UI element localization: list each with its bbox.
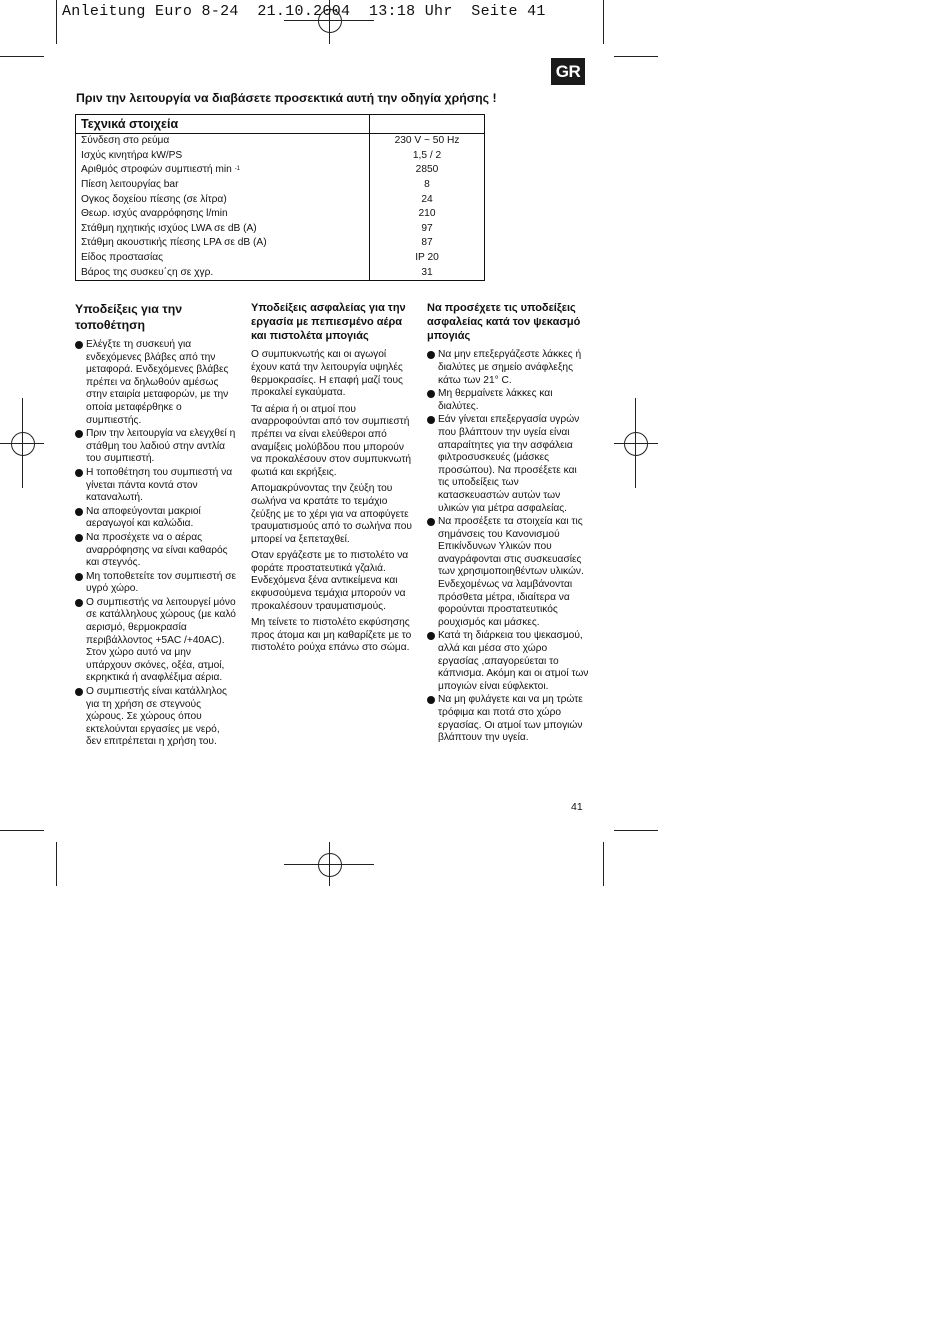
tech-specs-table [75, 114, 485, 281]
spray-painting-list [427, 349, 589, 744]
print-header: Anleitung Euro 8-24 21.10.2004 13:18 Uhr Seite 41 [62, 3, 546, 20]
spec-label: Βάρος της συσκευ΄ςη σε χγρ. [76, 265, 370, 280]
spec-value: 97 [370, 222, 485, 237]
bullet-icon [75, 688, 83, 696]
table-row [76, 149, 485, 164]
list-item: Να προσέχετε να ο αέρας αναρρόφησης να είναι καθαρός και στεγνός. [75, 532, 237, 570]
list-item: Να μην επεξεργάζεστε λάκκες ή διαλύτες με σημείο ανάφλεξης κάτω των 21° C. [427, 349, 589, 387]
spec-value: 230 V ~ 50 Hz [370, 134, 485, 149]
spec-label: Σύνδεση στο ρεύμα [76, 134, 370, 149]
spec-value: 210 [370, 207, 485, 222]
placement-instructions [75, 302, 237, 750]
spec-label: Πίεση λειτουργίας bar [76, 178, 370, 193]
list-item: Ο συμπιεστής είναι κατάλληλος για τη χρήση σε στεγνούς χώρους. Σε χώρους όπου εκτελούνται εργασίες με νερό, δεν επιτρέπεται η χρήση του. [75, 686, 237, 749]
list-item: Μη θερμαίνετε λάκκες και διαλύτες. [427, 388, 589, 413]
list-item: Κατά τη διάρκεια του ψεκασμού, αλλά και μέσα στο χώρο εργασίας ,απαγορεύεται το κάπνισμα. Ακόμη και οι ατμοί των μπογιών είναι εύφλεκτοι. [427, 630, 589, 693]
page-number: 41 [571, 801, 583, 813]
table-row [76, 192, 485, 207]
paragraph: Οταν εργάζεστε με το πιστολέτο να φοράτε προστατευτικά γζαλιά. Ενδεχόμενα ξένα αντικείμενα και εκφυσούμενα τεμάχια μπορούν να προκαλέσουν τραυματισμούς. [251, 550, 409, 612]
spray-painting-safety [427, 302, 589, 746]
paragraph: Απομακρύνοντας την ζεύξη του σωλήνα να κρατάτε το τεμάχιο ζεύξης με το χέρι για να αποφύγετε τραυματισμούς από το σωλήνα που μπορεί να ξεπεταχθεί. [251, 483, 412, 545]
spec-label: Αριθμός στροφών συμπιεστή min $^{-1}$ [76, 163, 370, 178]
spec-label: Στάθμη ακουστικής πίεσης LPA σε dB (A) [76, 236, 370, 251]
bullet-icon [75, 573, 83, 581]
bullet-icon [427, 390, 435, 398]
spec-label: Ισχύς κινητήρα kW/PS [76, 149, 370, 164]
list-item: Η τοποθέτηση του συμπιεστή να γίνεται πάντα κοντά στον καταναλωτή. [75, 467, 237, 505]
bullet-icon [427, 696, 435, 704]
spec-value: 1,5 / 2 [370, 149, 485, 164]
bullet-icon [75, 599, 83, 607]
spec-value: 31 [370, 265, 485, 280]
list-item: Εάν γίνεται επεξεργασία υγρών που βλάπτουν την υγεία είναι απαραίτητες για την ασφάλεια φιλτροσυσκευές (μάσκες προσώπου). Να προσέξετε και τις υποδείξεις των κατασκευαστών αυτών των υλικών για μέτρα ασφαλείας. [427, 414, 589, 515]
spec-value: 87 [370, 236, 485, 251]
compressed-air-paragraphs [251, 349, 413, 655]
spec-value: 24 [370, 192, 485, 207]
table-title-row [76, 115, 485, 134]
bullet-icon [75, 534, 83, 542]
bullet-icon [75, 430, 83, 438]
list-item: Να προσέξετε τα στοιχεία και τις σημάνσεις του Κανονισμού Επικίνδυνων Υλικών που αναγράφονται στις συσκευασίες των χρησιμοποιηθέντων υλικών. Ενδεχομένως να λαμβάνονται πρόσθετα μέτρα, ιδιαίτερα να φορούνται προστατευτικός ρουχισμός και μάσκες. [427, 516, 589, 629]
table-row [76, 134, 485, 149]
spec-label: Είδος προστασίας [76, 251, 370, 266]
bullet-icon [427, 518, 435, 526]
spec-value: 8 [370, 178, 485, 193]
table-row [76, 236, 485, 251]
list-item: Ο συμπιεστής να λειτουργεί μόνο σε κατάλληλους χώρους (με καλό αερισμό, θερμοκρασία περιβάλλοντος +5AC /+40AC). Στον χώρο αυτό να μην υπάρχουν σκόνες, οξέα, ατμοί, εκρηκτικά ή αναφλέξιμα αέρια. [75, 597, 237, 685]
table-row [76, 163, 485, 178]
paragraph: Μη τείνετε το πιστολέτο εκφύσησης προς άτομα και μη καθαρίζετε με το πιστολέτο ρούχα επάνω στο σώμα. [251, 617, 412, 654]
paragraph: Ο συμπυκνωτής και οι αγωγοί έχουν κατά την λειτουργία υψηλές θερμοκρασίες. Η επαφή μαζί τους προκαλεί εγκαύματα. [251, 349, 403, 399]
list-item: Μη τοποθετείτε τον συμπιεστή σε υγρό χώρο. [75, 571, 237, 596]
paragraph: Τα αέρια ή οι ατμοί που αναρροφούνται από τον συμπιεστή πρέπει να είναι ελεύθεροι από αναμίξεις μολύβδου που μπορούν να προκαλέσουν στον συμπυκνωτή φωτιά και εκρήξεις. [251, 403, 412, 478]
table-row [76, 265, 485, 280]
table-row [76, 251, 485, 266]
compressed-air-safety [251, 302, 413, 659]
compressed-air-heading: Υποδείξεις ασφαλείας για την εργασία με πεπιεσμένο αέρα και πιστολέτα μπογιάς [251, 302, 406, 342]
placement-list [75, 339, 237, 749]
spec-label: Ογκος δοχείου πίεσης (σε λίτρα) [76, 192, 370, 207]
table-row [76, 222, 485, 237]
bullet-icon [75, 469, 83, 477]
bullet-icon [427, 632, 435, 640]
table-row [76, 207, 485, 222]
bullet-icon [427, 351, 435, 359]
table-title: Τεχνικά στοιχεία [76, 115, 370, 134]
intro-text: Πριν την λειτουργία να διαβάσετε προσεκτικά αυτή την οδηγία χρήσης ! [76, 91, 497, 105]
spec-value: 2850 [370, 163, 485, 178]
list-item: Πριν την λειτουργία να ελεγχθεί η στάθμη του λαδιού στην αντλία του συμπιεστή. [75, 428, 237, 466]
bullet-icon [427, 416, 435, 424]
table-row [76, 178, 485, 193]
spec-label: Στάθμη ηχητικής ισχύος LWA σε dB (A) [76, 222, 370, 237]
list-item: Να αποφεύγονται μακριοί αεραγωγοί και καλώδια. [75, 506, 237, 531]
language-badge: GR [551, 58, 585, 85]
list-item: Να μη φυλάγετε και να μη τρώτε τρόφιμα και ποτά στο χώρο εργασίας. Οι ατμοί των μπογιών βλάπτουν την υγεία. [427, 694, 589, 744]
list-item: Ελέγξτε τη συσκευή για ενδεχόμενες βλάβες από την μεταφορά. Ενδεχόμενες βλάβες πρέπει να δηλωθούν αμέσως στην εταιρία μεταφορών, με την οποία μεταφέρθηκε ο συμπιεστής. [75, 339, 237, 427]
bullet-icon [75, 341, 83, 349]
bullet-icon [75, 508, 83, 516]
placement-heading: Υποδείξεις για την τοποθέτηση [75, 302, 183, 332]
spray-painting-heading: Να προσέχετε τις υποδείξεις ασφαλείας κατά τον ψεκασμό μπογιάς [427, 302, 581, 342]
spec-label: Θεωρ. ισχύς αναρρόφησης l/min [76, 207, 370, 222]
spec-value: IP 20 [370, 251, 485, 266]
